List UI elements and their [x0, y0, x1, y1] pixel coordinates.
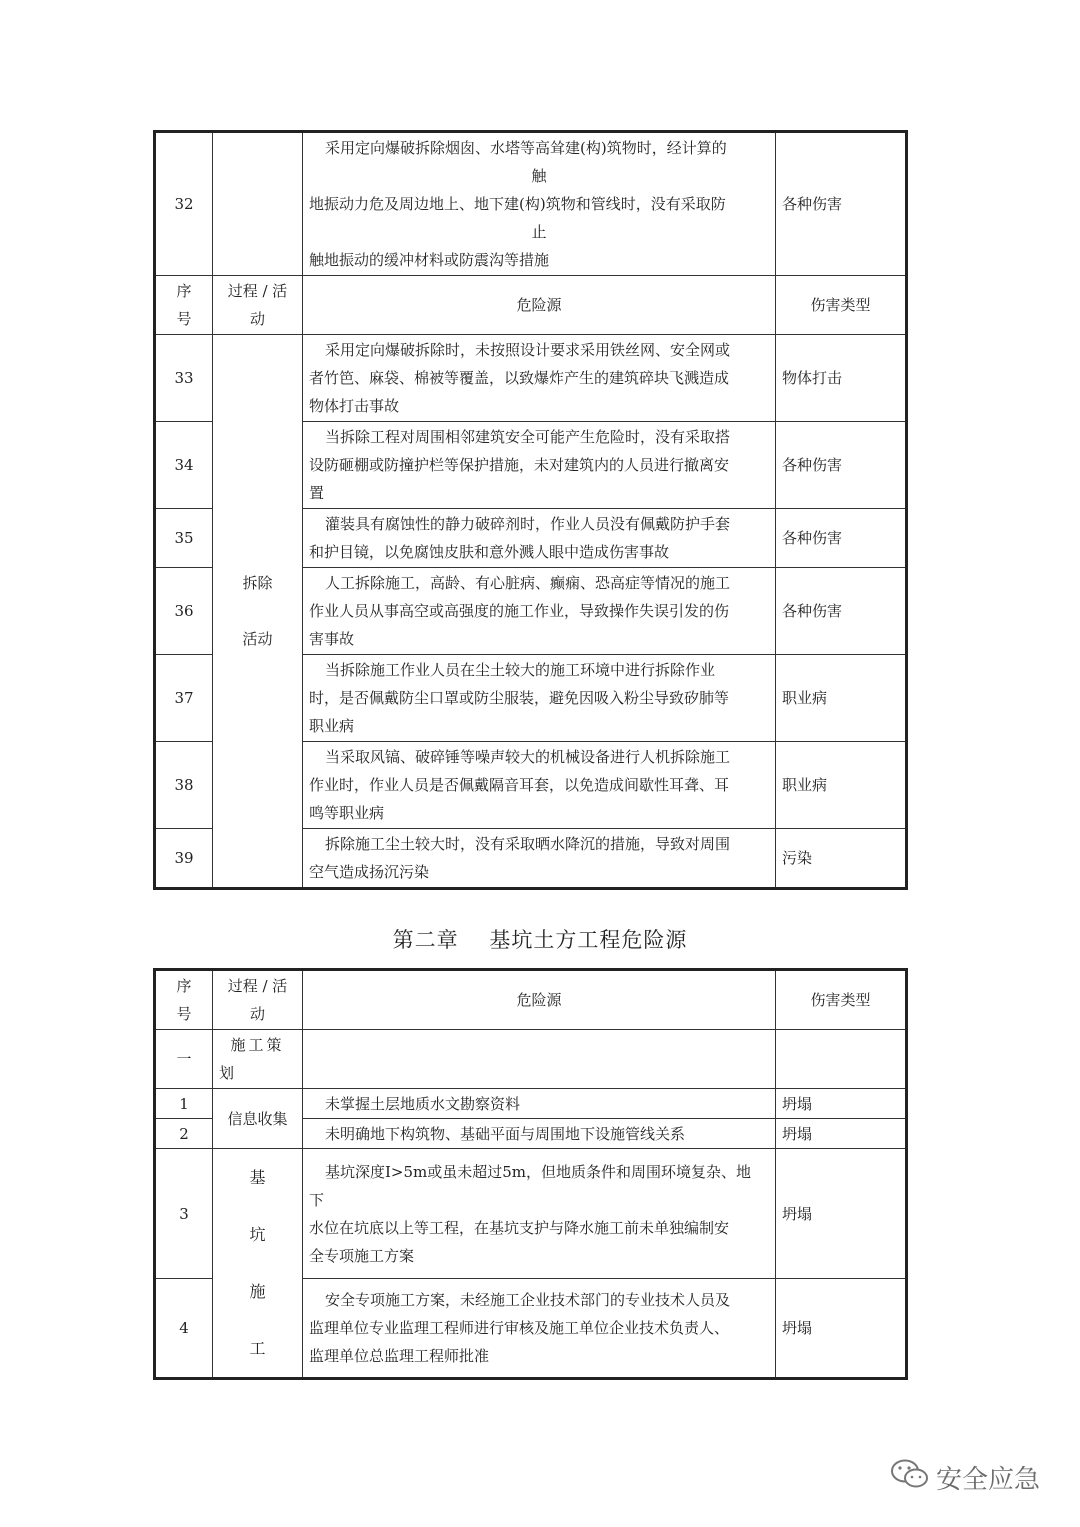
header-hazard: 危险源 [303, 276, 776, 335]
injury-type: 各种伤害 [776, 509, 907, 568]
row-number: 35 [155, 509, 213, 568]
hazard-cell: 采用定向爆破拆除时，未按照设计要求采用铁丝网、安全网或 者竹笆、麻袋、棉被等覆盖，以致爆炸产生的建筑碎块飞溅造成 物体打击事故 [303, 335, 776, 422]
process-cell [213, 132, 303, 276]
injury-type: 坍塌 [776, 1149, 907, 1279]
hazard-cell: 人工拆除施工，高龄、有心脏病、癫痫、恐高症等情况的施工 作业人员从事高空或高强度的施工作业，导致操作失误引发的伤 害事故 [303, 568, 776, 655]
hazard-table-foundation-pit [153, 968, 908, 1380]
process-label: 拆除 活动 [213, 335, 303, 889]
injury-type: 职业病 [776, 742, 907, 829]
header-number: 序 号 [155, 276, 213, 335]
row-number: 39 [155, 829, 213, 889]
hazard-cell: 当采取风镐、破碎锤等噪声较大的机械设备进行人机拆除施工 作业时，作业人员是否佩戴隔音耳套，以免造成间歇性耳聋、耳 鸣等职业病 [303, 742, 776, 829]
hazard-cell [303, 1030, 776, 1089]
hazard-cell: 基坑深度I>5m或虽未超过5m，但地质条件和周围环境复杂、地 下 水位在坑底以上等工程，在基坑支护与降水施工前未单独编制安 全专项施工方案 [303, 1149, 776, 1279]
row-number: 36 [155, 568, 213, 655]
header-number: 序 号 [155, 970, 213, 1030]
hazard-cell: 安全专项施工方案，未经施工企业技术部门的专业技术人员及 监理单位专业监理工程师进行审核及施工单位企业技术负责人、 监理单位总监理工程师批准 [303, 1279, 776, 1379]
row-number: 34 [155, 422, 213, 509]
table-row [155, 1149, 907, 1279]
hazard-cell: 灌装具有腐蚀性的静力破碎剂时，作业人员没有佩戴防护手套 和护目镜，以免腐蚀皮肤和意外溅人眼中造成伤害事故 [303, 509, 776, 568]
table-row [155, 1089, 907, 1119]
injury-type: 坍塌 [776, 1279, 907, 1379]
process-label: 基 坑 施 工 [213, 1149, 303, 1379]
row-number: 3 [155, 1149, 213, 1279]
header-injury-type: 伤害类型 [776, 970, 907, 1030]
process-label: 信息收集 [213, 1089, 303, 1149]
watermark [890, 1458, 1040, 1497]
hazard-cell: 拆除施工尘土较大时，没有采取晒水降沉的措施，导致对周围 空气造成扬沉污染 [303, 829, 776, 889]
hazard-line: 触 [531, 167, 547, 185]
injury-type: 职业病 [776, 655, 907, 742]
hazard-cell [303, 132, 776, 276]
hazard-table-demolition [153, 130, 908, 890]
injury-type: 各种伤害 [776, 132, 907, 276]
section-process: 施工策 划 [213, 1030, 303, 1089]
injury-type: 各种伤害 [776, 422, 907, 509]
hazard-line: 触地振动的缓冲材料或防震沟等措施 [309, 251, 550, 269]
injury-type: 坍塌 [776, 1119, 907, 1149]
hazard-cell: 未明确地下构筑物、基础平面与周围地下设施管线关系 [303, 1119, 776, 1149]
hazard-line: 地振动力危及周边地上、地下建(构)筑物和管线时，没有采取防 [309, 195, 726, 213]
header-process: 过程 / 活 动 [213, 970, 303, 1030]
injury-type [776, 1030, 907, 1089]
watermark-text: 安全应急 [936, 1465, 1041, 1495]
header-injury-type: 伤害类型 [776, 276, 907, 335]
row-number: 37 [155, 655, 213, 742]
row-number: 38 [155, 742, 213, 829]
row-number: 33 [155, 335, 213, 422]
hazard-cell: 当拆除施工作业人员在尘土较大的施工环境中进行拆除作业 时，是否佩戴防尘口罩或防尘服装，避免因吸入粉尘导致矽肺等 职业病 [303, 655, 776, 742]
row-number: 32 [155, 132, 213, 276]
injury-type: 物体打击 [776, 335, 907, 422]
hazard-line: 采用定向爆破拆除烟囱、水塔等高耸建(构)筑物时，经计算的 [325, 139, 727, 157]
table-header [155, 970, 907, 1030]
wechat-icon [890, 1458, 936, 1497]
header-process: 过程 / 活 动 [213, 276, 303, 335]
chapter-title: 第二章 基坑土方工程危险源 [392, 928, 688, 952]
header-hazard: 危险源 [303, 970, 776, 1030]
table-header [155, 276, 907, 335]
section-row [155, 1030, 907, 1089]
table-row [155, 132, 907, 276]
hazard-line: 止 [531, 223, 547, 241]
row-number: 4 [155, 1279, 213, 1379]
hazard-cell: 未掌握土层地质水文勘察资料 [303, 1089, 776, 1119]
row-number: 1 [155, 1089, 213, 1119]
injury-type: 污染 [776, 829, 907, 889]
row-number: 2 [155, 1119, 213, 1149]
section-number: 一 [155, 1030, 213, 1089]
injury-type: 各种伤害 [776, 568, 907, 655]
injury-type: 坍塌 [776, 1089, 907, 1119]
hazard-cell: 当拆除工程对周围相邻建筑安全可能产生危险时，没有采取搭 设防砸棚或防撞护栏等保护措施，未对建筑内的人员进行撤离安 置 [303, 422, 776, 509]
table-row [155, 335, 907, 422]
